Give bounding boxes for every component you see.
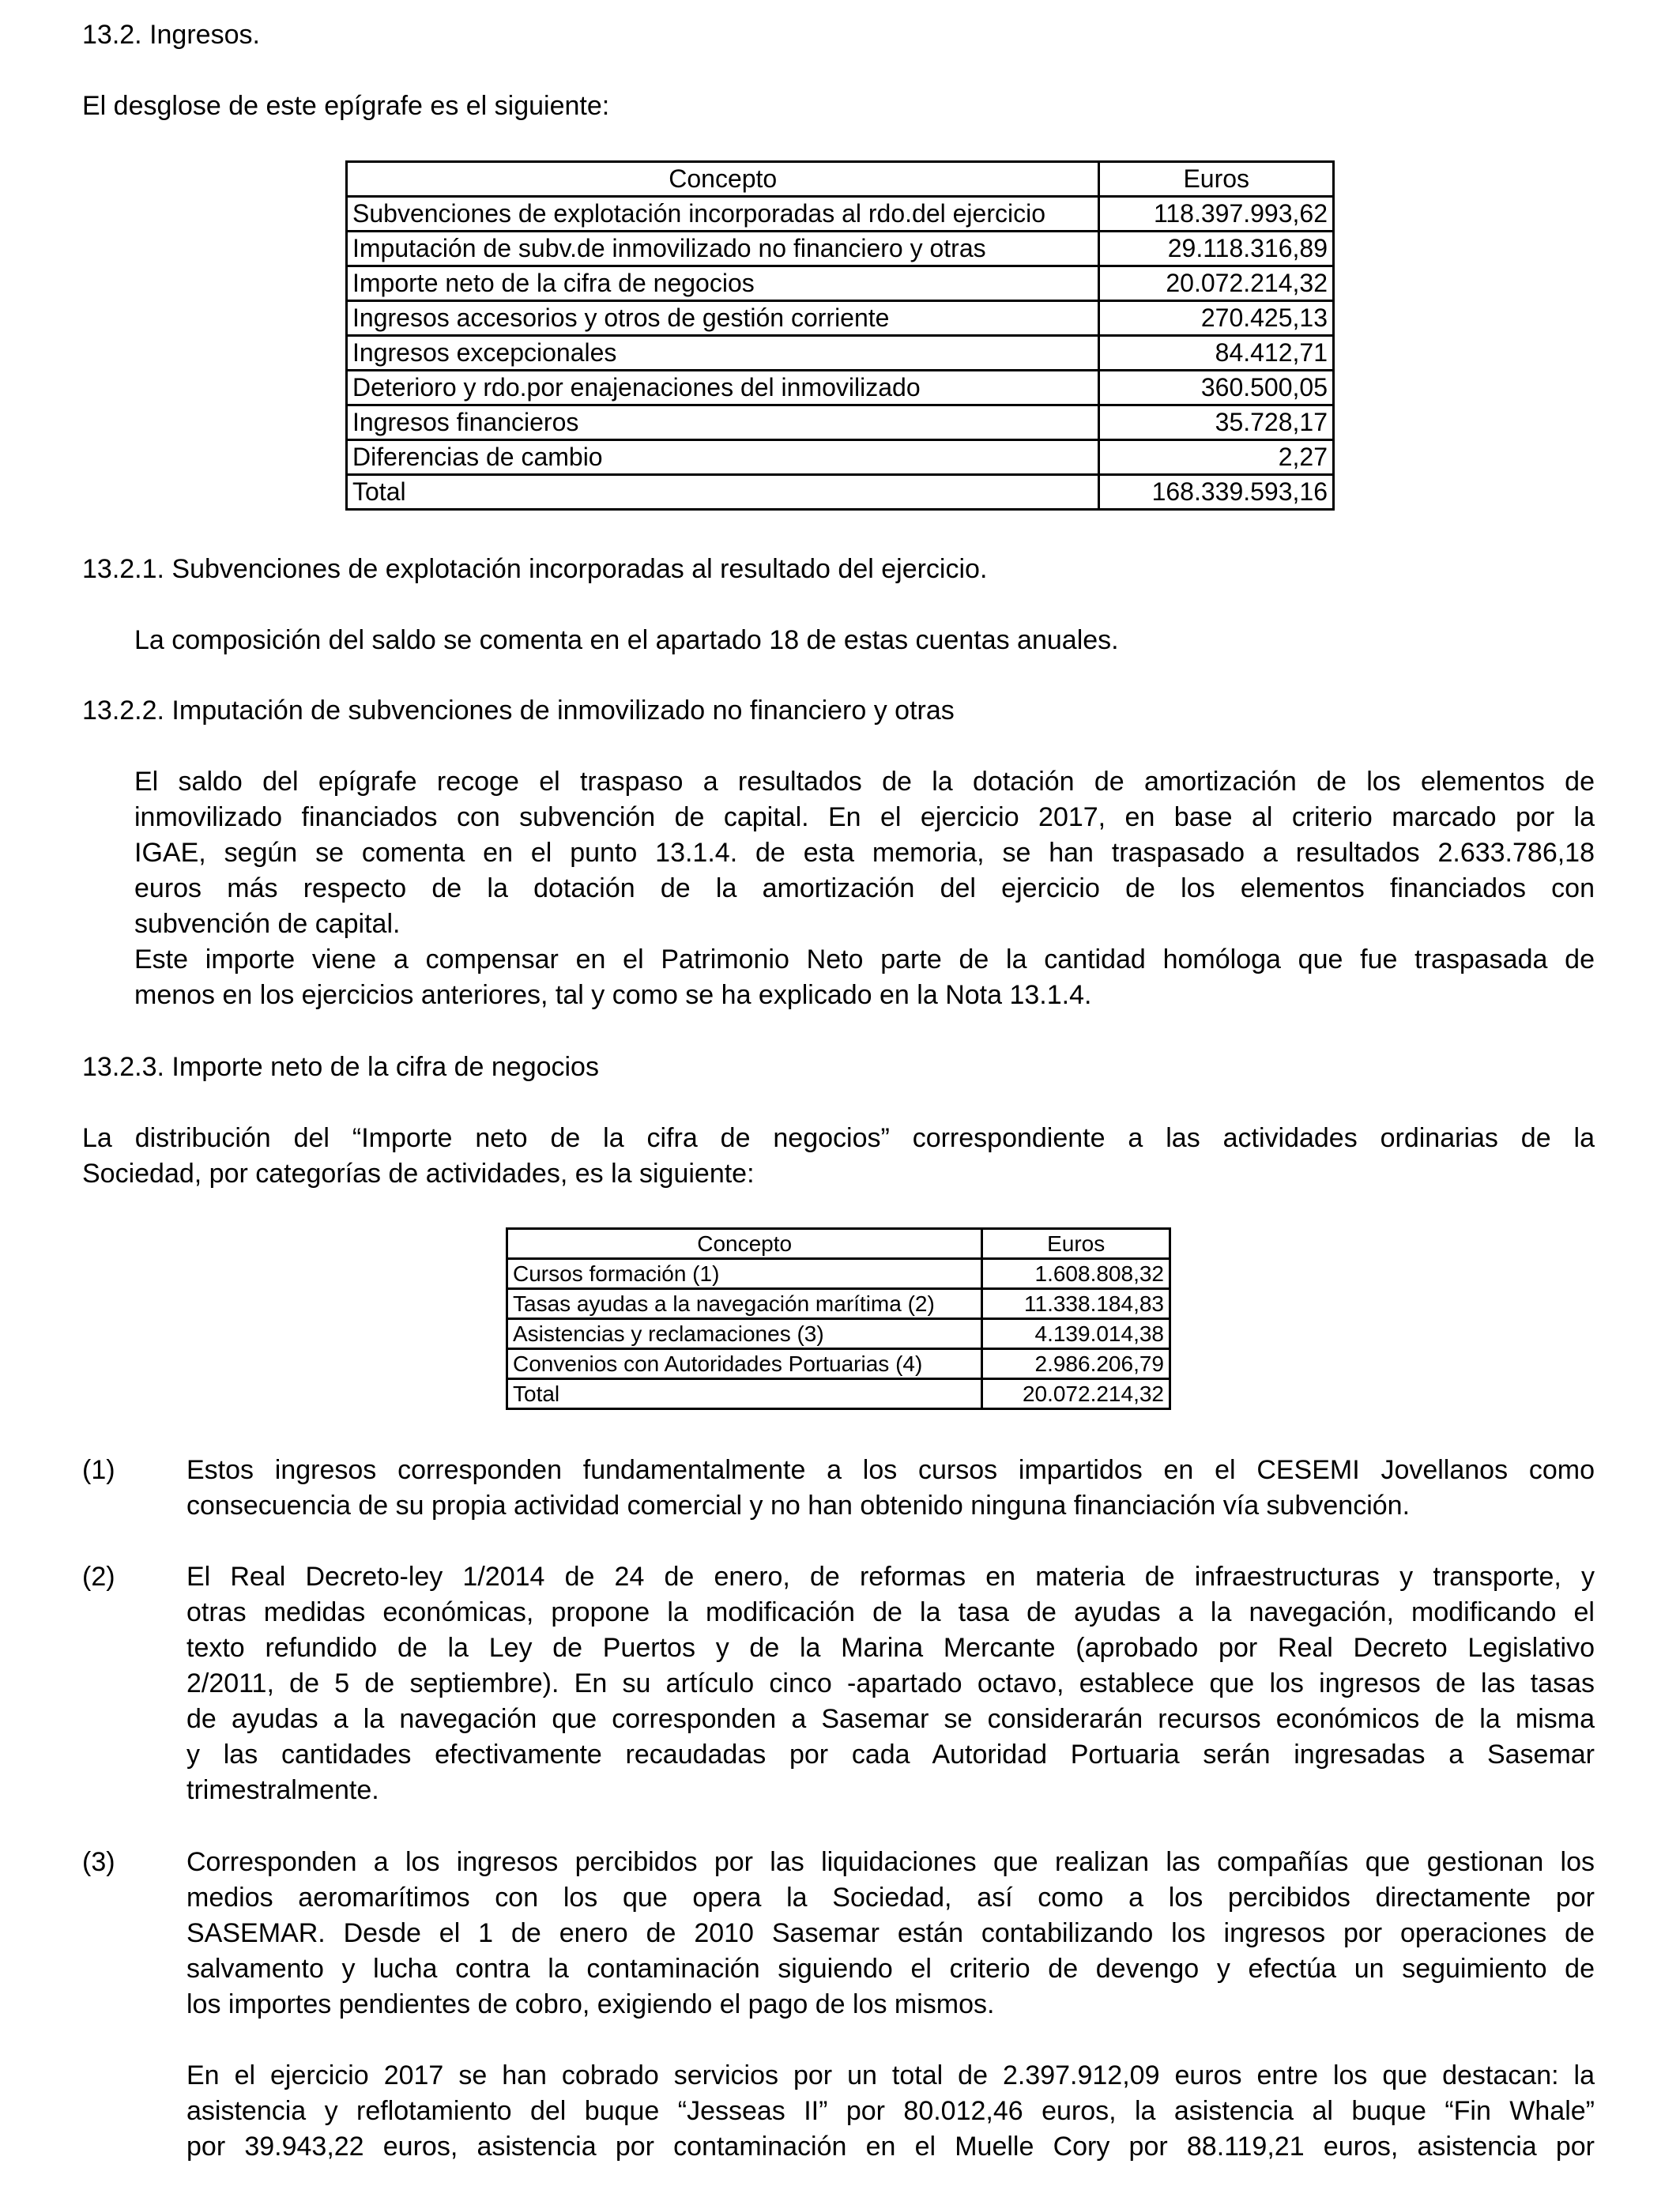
row-concept: Ingresos excepcionales bbox=[347, 336, 1099, 371]
text-line: El Real Decreto-ley 1/2014 de 24 de enero, de reformas en materia de infraestructuras y transporte, y bbox=[186, 1562, 1595, 1592]
table-row bbox=[347, 336, 1334, 371]
row-amount: 270.425,13 bbox=[1099, 301, 1334, 336]
text-line: salvamento y lucha contra la contaminación siguiendo el criterio de devengo y efectúa un seguimiento de bbox=[186, 1954, 1595, 1984]
paragraph-13-2-3-intro bbox=[82, 1121, 1595, 1192]
text-line: euros más respecto de la dotación de la amortización del ejercicio de los elementos financiados con bbox=[134, 873, 1595, 903]
row-amount: 118.397.993,62 bbox=[1099, 197, 1334, 232]
total-label: Total bbox=[507, 1379, 982, 1409]
note-1-body bbox=[186, 1453, 1595, 1524]
subsection-heading-13-2-2: 13.2.2. Imputación de subvenciones de inmovilizado no financiero y otras bbox=[82, 696, 955, 726]
text-line: de ayudas a la navegación que corresponden a Sasemar se considerarán recursos económicos de la misma bbox=[186, 1704, 1595, 1734]
row-concept: Convenios con Autoridades Portuarias (4) bbox=[507, 1349, 982, 1379]
revenue-by-activity-table bbox=[506, 1227, 1171, 1410]
row-amount: 2,27 bbox=[1099, 440, 1334, 475]
section-intro: El desglose de este epígrafe es el siguiente: bbox=[82, 91, 610, 121]
note-3-body bbox=[186, 1845, 1595, 2022]
table-row bbox=[347, 405, 1334, 440]
table-row bbox=[507, 1319, 1170, 1349]
table-total-row bbox=[507, 1379, 1170, 1409]
column-header-concepto: Concepto bbox=[347, 162, 1099, 197]
row-amount: 20.072.214,32 bbox=[1099, 266, 1334, 301]
subsection-heading-13-2-3: 13.2.3. Importe neto de la cifra de negocios bbox=[82, 1052, 599, 1082]
text-line: y las cantidades efectivamente recaudadas por cada Autoridad Portuaria serán ingresadas a Sasemar bbox=[186, 1740, 1595, 1770]
table-row bbox=[347, 266, 1334, 301]
row-concept: Deterioro y rdo.por enajenaciones del inmovilizado bbox=[347, 371, 1099, 405]
section-heading: 13.2. Ingresos. bbox=[82, 20, 260, 50]
column-header-euros: Euros bbox=[982, 1229, 1170, 1259]
row-concept: Diferencias de cambio bbox=[347, 440, 1099, 475]
text-line: subvención de capital. bbox=[134, 909, 401, 939]
note-2-body bbox=[186, 1559, 1595, 1808]
column-header-concepto: Concepto bbox=[507, 1229, 982, 1259]
table-row bbox=[347, 301, 1334, 336]
note-number: (3) bbox=[82, 1847, 115, 1877]
table-row bbox=[507, 1289, 1170, 1319]
subsection-text-13-2-1: La composición del saldo se comenta en el apartado 18 de estas cuentas anuales. bbox=[134, 625, 1119, 655]
table-row bbox=[347, 440, 1334, 475]
row-concept: Cursos formación (1) bbox=[507, 1259, 982, 1289]
text-line: 2/2011, de 5 de septiembre). En su artículo cinco -apartado octavo, establece que los ingresos de las tasas bbox=[186, 1668, 1595, 1698]
row-concept: Imputación de subv.de inmovilizado no financiero y otras bbox=[347, 232, 1099, 266]
table-row bbox=[507, 1349, 1170, 1379]
note-number: (2) bbox=[82, 1562, 115, 1592]
total-label: Total bbox=[347, 475, 1099, 510]
column-header-euros: Euros bbox=[1099, 162, 1334, 197]
text-line: El saldo del epígrafe recoge el traspaso a resultados de la dotación de amortización de los elementos de bbox=[134, 767, 1595, 797]
table-row bbox=[347, 197, 1334, 232]
text-line: En el ejercicio 2017 se han cobrado servicios por un total de 2.397.912,09 euros entre los que destacan: la bbox=[186, 2060, 1595, 2090]
table-total-row bbox=[347, 475, 1334, 510]
row-concept: Asistencias y reclamaciones (3) bbox=[507, 1319, 982, 1349]
paragraph-13-2-2-a bbox=[134, 764, 1595, 942]
row-amount: 360.500,05 bbox=[1099, 371, 1334, 405]
text-line: asistencia y reflotamiento del buque “Jesseas II” por 80.012,46 euros, la asistencia al buque “Fin Whale” bbox=[186, 2096, 1595, 2126]
paragraph-13-2-2-b bbox=[134, 942, 1595, 1013]
text-line: los importes pendientes de cobro, exigiendo el pago de los mismos. bbox=[186, 1989, 995, 2019]
text-line: por 39.943,22 euros, asistencia por contaminación en el Muelle Cory por 88.119,21 euros, asistencia por bbox=[186, 2132, 1595, 2162]
text-line: Este importe viene a compensar en el Patrimonio Neto parte de la cantidad homóloga que fue traspasada de bbox=[134, 944, 1595, 974]
text-line: La distribución del “Importe neto de la cifra de negocios” correspondiente a las actividades ordinarias de la bbox=[82, 1123, 1595, 1153]
total-amount: 20.072.214,32 bbox=[982, 1379, 1170, 1409]
row-amount: 4.139.014,38 bbox=[982, 1319, 1170, 1349]
text-line: Estos ingresos corresponden fundamentalmente a los cursos impartidos en el CESEMI Jovellanos como bbox=[186, 1455, 1595, 1485]
row-concept: Tasas ayudas a la navegación marítima (2) bbox=[507, 1289, 982, 1319]
text-line: texto refundido de la Ley de Puertos y de la Marina Mercante (aprobado por Real Decreto Legislativo bbox=[186, 1633, 1595, 1663]
row-concept: Ingresos financieros bbox=[347, 405, 1099, 440]
text-line: consecuencia de su propia actividad comercial y no han obtenido ninguna financiación vía subvención. bbox=[186, 1491, 1411, 1521]
text-line: trimestralmente. bbox=[186, 1775, 379, 1805]
row-amount: 84.412,71 bbox=[1099, 336, 1334, 371]
subsection-heading-13-2-1: 13.2.1. Subvenciones de explotación incorporadas al resultado del ejercicio. bbox=[82, 554, 988, 584]
table-row bbox=[507, 1259, 1170, 1289]
table-header-row bbox=[507, 1229, 1170, 1259]
table-row bbox=[347, 371, 1334, 405]
text-line: menos en los ejercicios anteriores, tal y como se ha explicado en la Nota 13.1.4. bbox=[134, 980, 1092, 1010]
row-concept: Importe neto de la cifra de negocios bbox=[347, 266, 1099, 301]
text-line: otras medidas económicas, propone la modificación de la tasa de ayudas a la navegación, modificando el bbox=[186, 1597, 1595, 1627]
row-amount: 35.728,17 bbox=[1099, 405, 1334, 440]
income-breakdown-table bbox=[345, 160, 1335, 511]
text-line: medios aeromarítimos con los que opera la Sociedad, así como a los percibidos directamente por bbox=[186, 1883, 1595, 1913]
text-line: inmovilizado financiados con subvención de capital. En el ejercicio 2017, en base al criterio marcado por la bbox=[134, 802, 1595, 832]
text-line: SASEMAR. Desde el 1 de enero de 2010 Sasemar están contabilizando los ingresos por operaciones de bbox=[186, 1918, 1595, 1948]
table-row bbox=[347, 232, 1334, 266]
row-amount: 11.338.184,83 bbox=[982, 1289, 1170, 1319]
text-line: Sociedad, por categorías de actividades, es la siguiente: bbox=[82, 1159, 755, 1189]
note-3-extra bbox=[186, 2058, 1595, 2165]
row-amount: 29.118.316,89 bbox=[1099, 232, 1334, 266]
note-number: (1) bbox=[82, 1455, 115, 1485]
row-concept: Ingresos accesorios y otros de gestión corriente bbox=[347, 301, 1099, 336]
total-amount: 168.339.593,16 bbox=[1099, 475, 1334, 510]
text-line: Corresponden a los ingresos percibidos por las liquidaciones que realizan las compañías que gestionan los bbox=[186, 1847, 1595, 1877]
row-concept: Subvenciones de explotación incorporadas al rdo.del ejercicio bbox=[347, 197, 1099, 232]
text-line: IGAE, según se comenta en el punto 13.1.4. de esta memoria, se han traspasado a resultados 2.633.786,18 bbox=[134, 838, 1595, 868]
row-amount: 2.986.206,79 bbox=[982, 1349, 1170, 1379]
row-amount: 1.608.808,32 bbox=[982, 1259, 1170, 1289]
table-header-row bbox=[347, 162, 1334, 197]
